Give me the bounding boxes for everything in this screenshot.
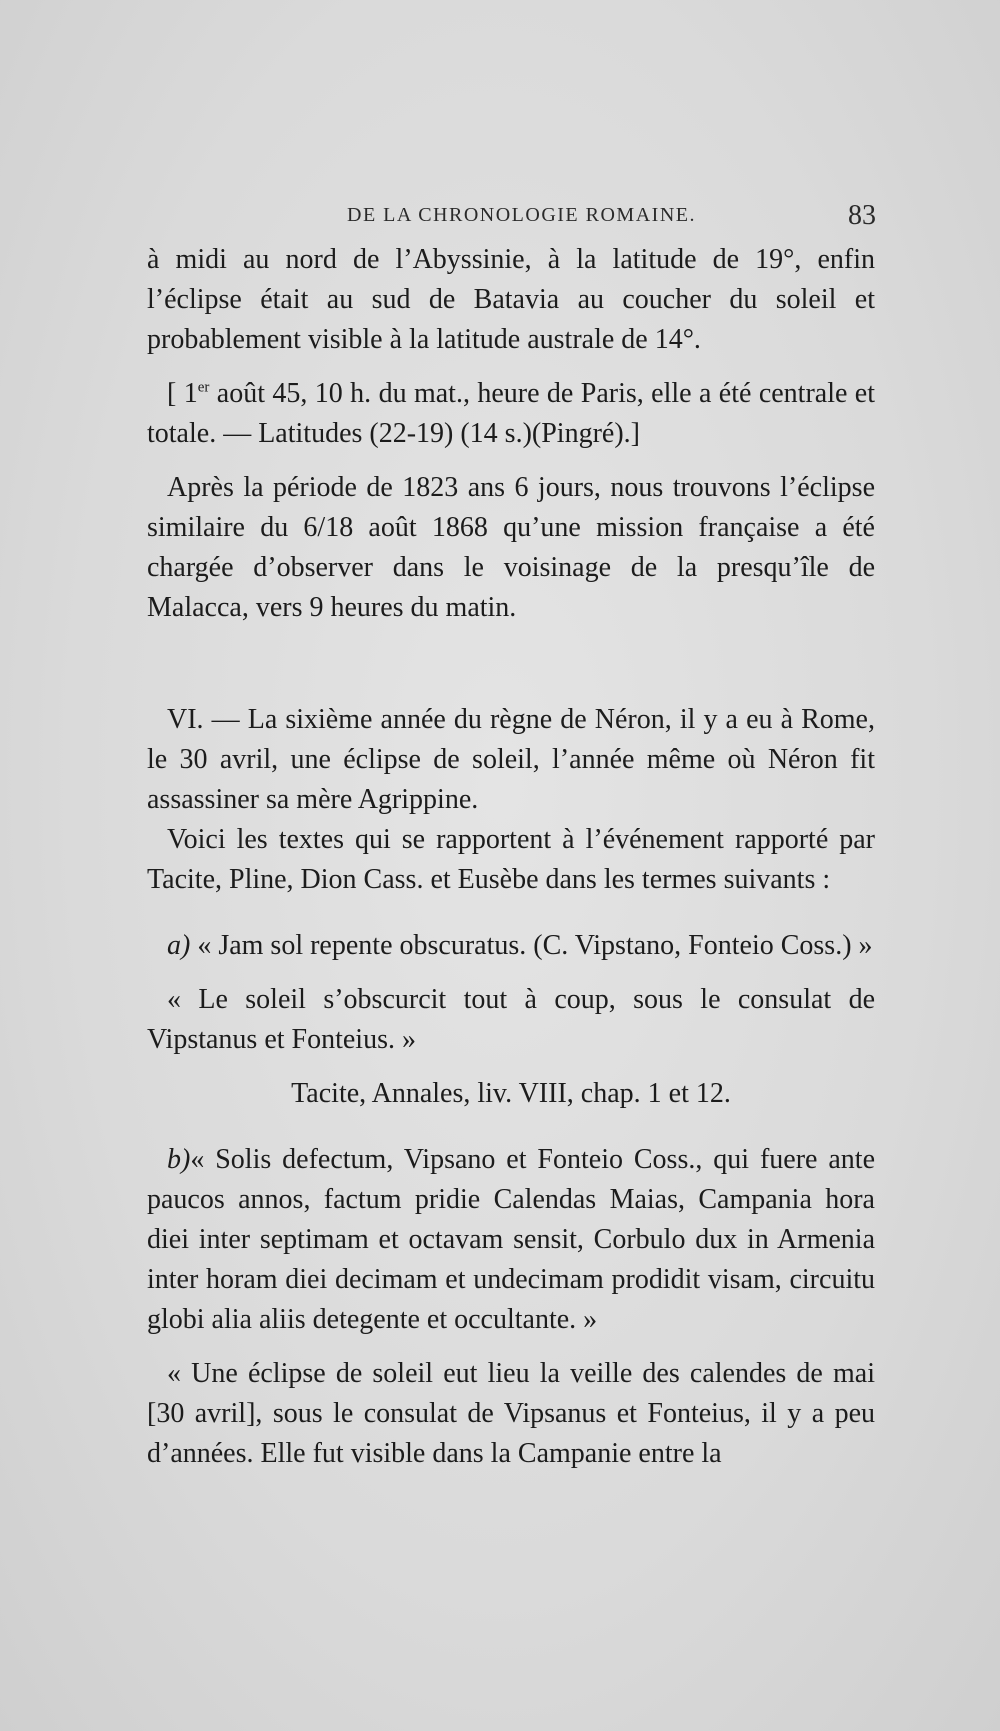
quote-a-label: a) [167,930,191,961]
quote-a-text: « Jam sol repente obscuratus. (C. Vipstano, Fonteio Coss.) » [190,930,873,961]
quote-b-label: b) [167,1144,191,1175]
citation-tacite: Tacite, Annales, liv. VIII, chap. 1 et 12. [291,1078,731,1109]
quote-b-french: « Une éclipse de soleil eut lieu la veille des calendes de mai [30 avril], sous le consulat de Vipsanus et Fonteius, il y a peu d’années. Elle fut visible dans la Campanie entre la [147,1358,875,1469]
section-vi-paragraph: VI. — La sixième année du règne de Néron, il y a eu à Rome, le 30 avril, une éclipse de soleil, l’année même où Néron fit assassiner sa mère Agrippine. [147,704,875,815]
main-text [147,240,875,1474]
paragraph-abyssinie: à midi au nord de l’Abyssinie, à la latitude de 19°, enfin l’éclipse était au sud de Batavia au coucher du soleil et probablement visible à la latitude australe de 14°. [147,244,875,355]
running-head [147,200,882,232]
running-title: DE LA CHRONOLOGIE ROMAINE. [347,204,696,226]
quote-b-latin [147,1140,875,1340]
quote-b-text: « Solis defectum, Vipsano et Fonteio Coss., qui fuere ante paucos annos, factum pridie Calendas Maias, Campania hora diei inter septimam et octavam sensit, Corbulo dux in Armenia inter horam diei decimam et undecimam prodidit visam, circuitu globi alia aliis detegente et occultante. » [147,1144,875,1335]
page-number: 83 [848,200,876,231]
paragraph-aout-45-text: août 45, 10 h. du mat., heure de Paris, elle a été centrale et totale. — Latitudes (22-19) (14 s.)(Pingré).] [147,378,876,449]
quote-a-latin [147,926,875,966]
ordinal-superscript: er [197,379,210,396]
paragraph-aout-45 [147,374,875,454]
quote-a-french: « Le soleil s’obscurcit tout à coup, sous le consulat de Vipstanus et Fonteius. » [147,984,875,1055]
paragraph-textes: Voici les textes qui se rapportent à l’événement rapporté par Tacite, Pline, Dion Cass. et Eusèbe dans les termes suivants : [147,824,875,895]
date-prefix: [ 1 [167,378,198,409]
paragraph-periode: Après la période de 1823 ans 6 jours, nous trouvons l’éclipse similaire du 6/18 août 1868 qu’une mission française a été chargée d’observer dans le voisinage de la presqu’île de Malacca, vers 9 heures du matin. [147,472,875,623]
